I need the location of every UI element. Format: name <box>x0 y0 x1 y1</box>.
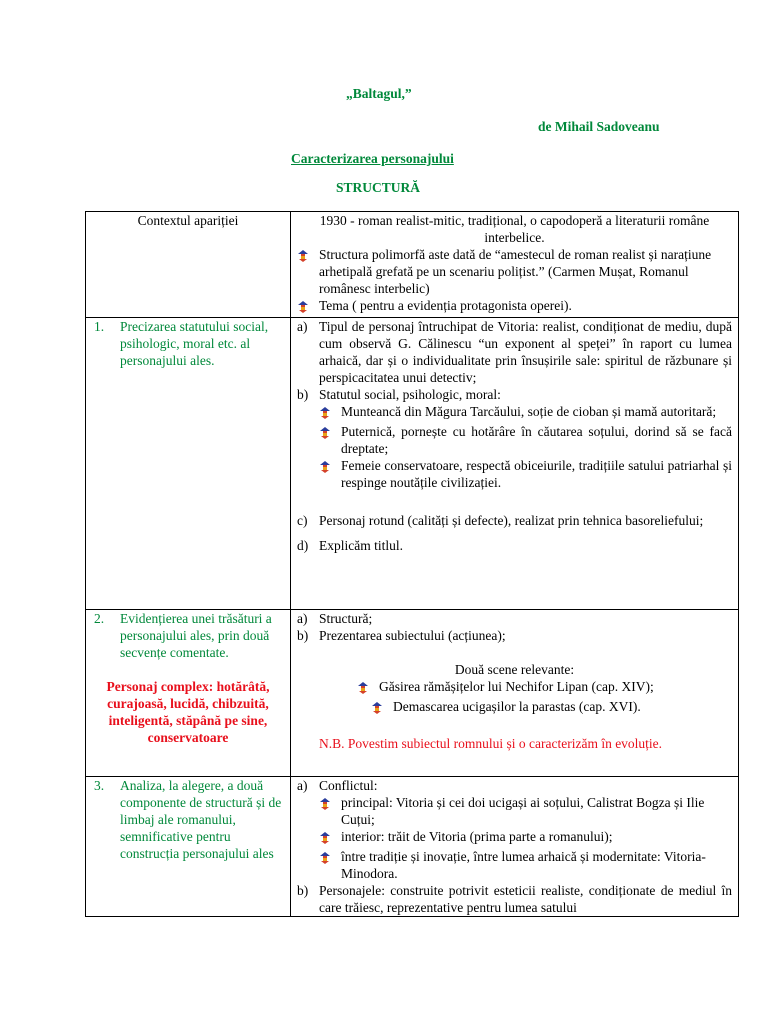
row-label: 3. Analiza, la alegere, a două componente de structură și de limbaj ale romanului, semnificative pentru construcția personajului ales <box>86 777 291 917</box>
context-intro: 1930 - roman realist-mitic, tradițional, o capodoperă a literaturii române interbelice. <box>319 213 710 245</box>
trait-highlight: Personaj complex: hotărâtă, curajoasă, lucidă, chibzuită, inteligentă, stăpână pe sine, conservatoare <box>106 679 270 745</box>
list-item: c) Personaj rotund (calități și defecte), realizat prin tehnica basoreliefului; <box>297 513 704 528</box>
list-item: a) Conflictul: <box>297 778 378 793</box>
row-content <box>291 318 739 610</box>
list-item: Demascarea ucigașilor la parastas (cap. XVI). <box>371 698 732 718</box>
arrow-bullet-icon <box>319 832 331 844</box>
list-item: Structura polimorfă aste dată de “amestecul de roman realist și narațiune arhetipală grefată pe un scenariu polițist.” (Carmen Mușat, Romanul românesc interbelic) <box>297 246 732 297</box>
list-item: Găsirea rămășițelor lui Nechifor Lipan (cap. XIV); <box>357 678 732 698</box>
list-item: principal: Vitoria și cei doi ucigași ai soțului, Calistrat Bogza și Ilie Cuțui; <box>319 794 732 828</box>
nb-note: N.B. Povestim subiectul romnului și o caracterizăm în evoluție. <box>319 736 663 751</box>
list-item: a) Structură; <box>297 611 373 626</box>
doc-author: de Mihail Sadoveanu <box>538 119 660 134</box>
arrow-bullet-icon <box>319 798 331 810</box>
list-item: Munteancă din Măgura Tarcăului, soție de cioban și mamă autoritară; <box>319 403 732 423</box>
row-label: Contextul apariției <box>86 212 291 318</box>
list-item: interior: trăit de Vitoria (prima parte a romanului); <box>319 828 732 848</box>
arrow-bullet-icon <box>319 407 331 419</box>
table-row <box>86 318 739 610</box>
list-item: Femeie conservatoare, respectă obiceiurile, tradițiile satului patriarhal și respinge noutățile civilizației. <box>319 457 732 491</box>
list-item: Puternică, pornește cu hotărâre în căutarea soțului, dorind să se facă dreptate; <box>319 423 732 457</box>
arrow-bullet-icon <box>371 702 383 714</box>
list-item: b) Prezentarea subiectului (acțiunea); <box>297 628 506 643</box>
list-item: b) Statutul social, psihologic, moral: <box>297 387 501 402</box>
scenes-heading: Două scene relevante: <box>454 662 575 677</box>
row-label: 2. Evidențierea unei trăsături a personajului ales, prin două secvențe comentate. Personaj complex: hotărâtă, curajoasă, lucidă, chibzuită, inteligentă, stăpână pe sine, conservatoare <box>86 610 291 777</box>
row-content <box>291 212 739 318</box>
arrow-bullet-icon <box>297 250 309 262</box>
row-content <box>291 610 739 777</box>
arrow-bullet-icon <box>357 682 369 694</box>
table-row <box>86 212 739 318</box>
list-item: a) Tipul de personaj întruchipat de Vitoria: realist, condiționat de mediu, după cum observă G. Călinescu “un exponent al speței” în raport cu lumea arhaică, dar și o individualitate prin însușirile sale: spiritul de răzbunare și perspicacitatea unui detectiv; <box>297 319 732 385</box>
table-row <box>86 777 739 917</box>
structure-table <box>85 211 739 917</box>
list-item: b) Personajele: construite potrivit esteticii realiste, condiționate de mediul în care trăiesc, reprezentative pentru lumea satului <box>297 883 732 915</box>
row-label: 1. Precizarea statutului social, psihologic, moral etc. al personajului ales. <box>86 318 291 610</box>
list-item: între tradiție și inovație, între lumea arhaică și modernitate: Vitoria-Minodora. <box>319 848 732 882</box>
arrow-bullet-icon <box>319 461 331 473</box>
table-row <box>86 610 739 777</box>
arrow-bullet-icon <box>297 301 309 313</box>
list-item: d) Explicăm titlul. <box>297 538 403 553</box>
row-content <box>291 777 739 917</box>
doc-subtitle: Caracterizarea personajului <box>291 151 454 166</box>
doc-title: „Baltagul,” <box>346 86 412 101</box>
list-item: Tema ( pentru a evidenția protagonista operei). <box>297 297 732 317</box>
arrow-bullet-icon <box>319 427 331 439</box>
section-heading: STRUCTURĂ <box>336 180 421 195</box>
arrow-bullet-icon <box>319 852 331 864</box>
